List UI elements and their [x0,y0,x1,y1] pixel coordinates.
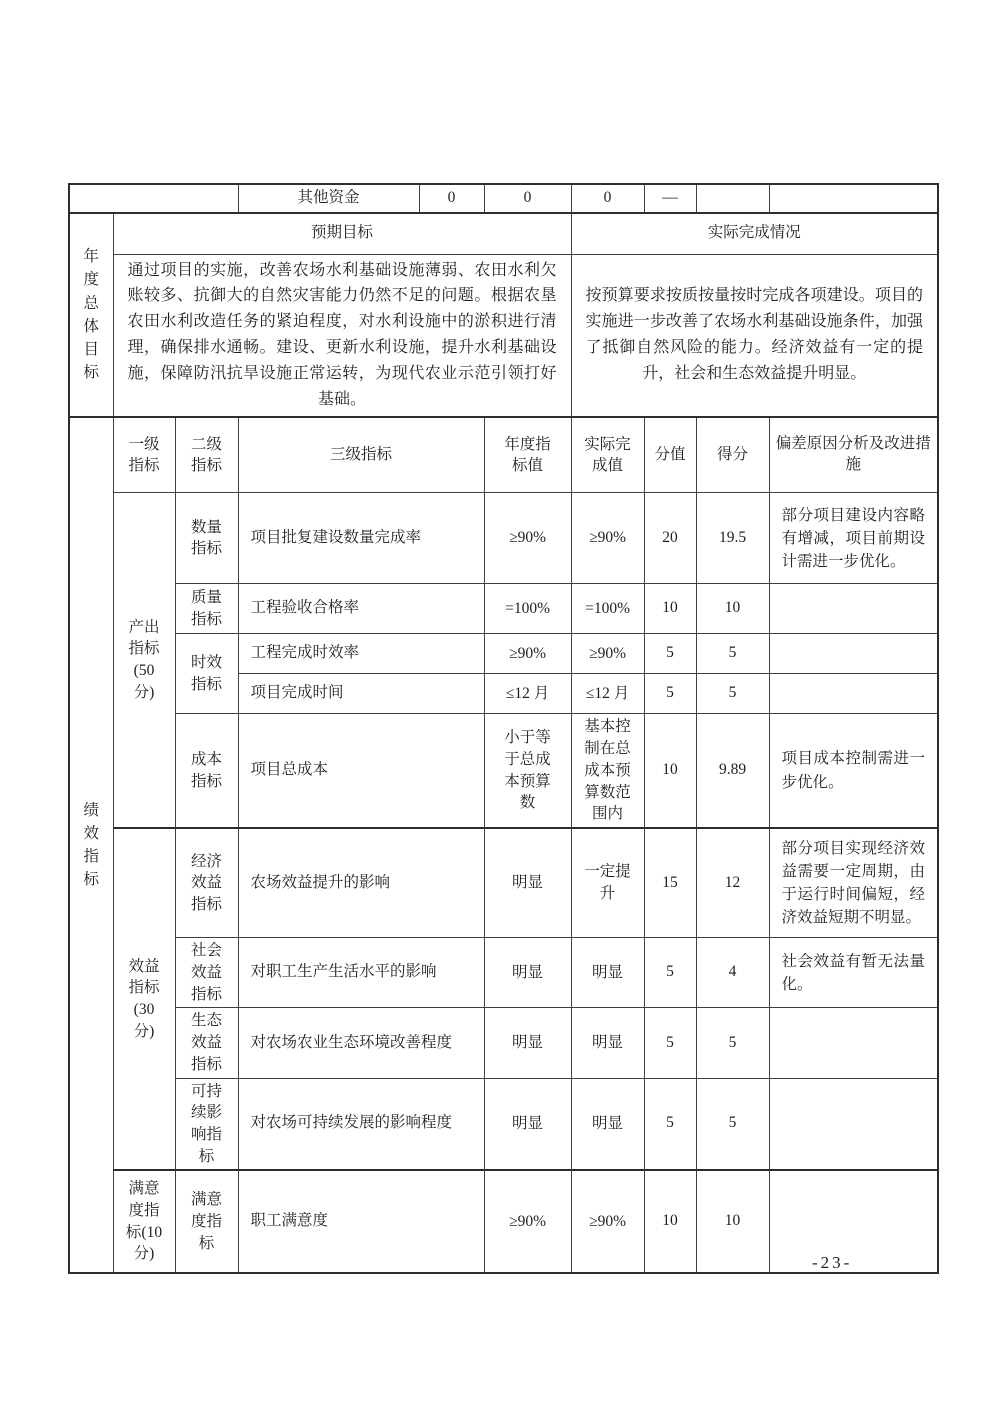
level2-cell: 时效指标 [175,634,238,714]
expected-goals-header: 预期目标 [113,213,571,254]
funding-empty-cell [69,184,238,213]
annual-goals-side-header [69,213,113,417]
points-cell: 5 [644,674,696,714]
actual-cell: =100% [571,584,644,634]
table-row-sustainability [69,1078,938,1170]
funding-value-1: 0 [419,184,484,213]
score-cell: 10 [696,1170,769,1273]
level2-cell: 质量指标 [175,584,238,634]
score-cell: 12 [696,828,769,938]
actual-completion-header: 实际完成情况 [571,213,938,254]
points-cell: 5 [644,634,696,674]
deviation-cell: 社会效益有暂无法量化。 [769,938,938,1008]
funding-row [69,184,938,213]
level3-cell: 项目批复建设数量完成率 [238,493,484,584]
level3-cell: 对农场可持续发展的影响程度 [238,1078,484,1170]
header-level1: 一级指标 [113,417,175,493]
level3-cell: 对职工生产生活水平的影响 [238,938,484,1008]
actual-cell: 明显 [571,1008,644,1078]
points-cell: 5 [644,1078,696,1170]
performance-evaluation-table [68,183,939,1274]
group-satisfaction: 满意度指标(10分) [113,1170,175,1273]
header-points: 分值 [644,417,696,493]
table-row-social [69,938,938,1008]
expected-goals-text: 通过项目的实施，改善农场水利基础设施薄弱、农田水利欠账较多、抗御大的自然灾害能力仍然不足的问题。根据农垦农田水利改造任务的紧迫程度，对水利设施中的淤积进行清理，确保排水通畅。建设、更新水利设施，提升水利基础设施，保障防汛抗旱设施正常运转，为现代农业示范引领打好基础。 [113,254,571,417]
funding-value-3: 0 [571,184,644,213]
group-output: 产出指标(50分) [113,493,175,828]
funding-value-2: 0 [484,184,571,213]
target-cell: =100% [484,584,571,634]
target-cell: 明显 [484,828,571,938]
level2-cell: 社会效益指标 [175,938,238,1008]
table-row-quality [69,584,938,634]
points-cell: 5 [644,938,696,1008]
score-cell: 9.89 [696,714,769,828]
table-row-quantity [69,493,938,584]
target-cell: 明显 [484,1078,571,1170]
deviation-cell [769,584,938,634]
score-cell: 5 [696,674,769,714]
deviation-cell [769,1008,938,1078]
page-number: -23- [812,1253,853,1272]
table-row-satisfaction [69,1170,938,1273]
actual-cell: ≤12 月 [571,674,644,714]
header-actual: 实际完成值 [571,417,644,493]
annual-goals-side-label: 年度总体目标 [83,248,99,382]
actual-completion-text: 按预算要求按质按量按时完成各项建设。项目的实施进一步改善了农场水利基础设施条件，加强了抵御自然风险的能力。经济效益有一定的提升，社会和生态效益提升明显。 [571,254,938,417]
level3-cell: 对农场农业生态环境改善程度 [238,1008,484,1078]
points-cell: 10 [644,1170,696,1273]
level2-cell: 数量指标 [175,493,238,584]
deviation-cell: 部分项目建设内容略有增减，项目前期设计需进一步优化。 [769,493,938,584]
table-row-timeliness-1 [69,634,938,674]
funding-value-4: — [644,184,696,213]
level2-cell: 成本指标 [175,714,238,828]
score-cell: 5 [696,1008,769,1078]
indicator-header-row [69,417,938,493]
header-score: 得分 [696,417,769,493]
table-row-economic [69,828,938,938]
table-row-cost [69,714,938,828]
actual-cell: 一定提升 [571,828,644,938]
group-benefit: 效益指标(30分) [113,828,175,1170]
points-cell: 15 [644,828,696,938]
actual-cell: ≥90% [571,493,644,584]
score-cell: 5 [696,634,769,674]
header-deviation: 偏差原因分析及改进措施 [769,417,938,493]
target-cell: ≥90% [484,493,571,584]
performance-side-header [69,417,113,1273]
deviation-cell [769,634,938,674]
level2-cell: 可持续影响指标 [175,1078,238,1170]
annual-goals-content-row [69,254,938,417]
score-cell: 4 [696,938,769,1008]
actual-cell: 明显 [571,1078,644,1170]
target-cell: ≤12 月 [484,674,571,714]
level3-cell: 项目总成本 [238,714,484,828]
actual-cell: 基本控制在总成本预算数范围内 [571,714,644,828]
level3-cell: 职工满意度 [238,1170,484,1273]
target-cell: 明显 [484,1008,571,1078]
header-level2: 二级指标 [175,417,238,493]
header-level3: 三级指标 [238,417,484,493]
deviation-cell: 部分项目实现经济效益需要一定周期，由于运行时间偏短，经济效益短期不明显。 [769,828,938,938]
actual-cell: ≥90% [571,1170,644,1273]
points-cell: 10 [644,584,696,634]
funding-empty-cell [696,184,769,213]
deviation-cell: 项目成本控制需进一步优化。 [769,714,938,828]
target-cell: ≥90% [484,634,571,674]
level2-cell: 满意度指标 [175,1170,238,1273]
performance-side-label: 绩效指标 [83,801,99,889]
deviation-cell [769,1170,938,1273]
level3-cell: 农场效益提升的影响 [238,828,484,938]
level2-cell: 经济效益指标 [175,828,238,938]
score-cell: 10 [696,584,769,634]
score-cell: 5 [696,1078,769,1170]
level3-cell: 工程完成时效率 [238,634,484,674]
deviation-cell [769,1078,938,1170]
table-row-ecological [69,1008,938,1078]
points-cell: 10 [644,714,696,828]
deviation-cell [769,674,938,714]
target-cell: ≥90% [484,1170,571,1273]
points-cell: 20 [644,493,696,584]
funding-empty-cell [769,184,938,213]
target-cell: 明显 [484,938,571,1008]
actual-cell: 明显 [571,938,644,1008]
level2-cell: 生态效益指标 [175,1008,238,1078]
points-cell: 5 [644,1008,696,1078]
actual-cell: ≥90% [571,634,644,674]
target-cell: 小于等于总成本预算数 [484,714,571,828]
header-target: 年度指标值 [484,417,571,493]
level3-cell: 项目完成时间 [238,674,484,714]
annual-goals-header-row [69,213,938,254]
funding-other-label: 其他资金 [238,184,419,213]
score-cell: 19.5 [696,493,769,584]
level3-cell: 工程验收合格率 [238,584,484,634]
